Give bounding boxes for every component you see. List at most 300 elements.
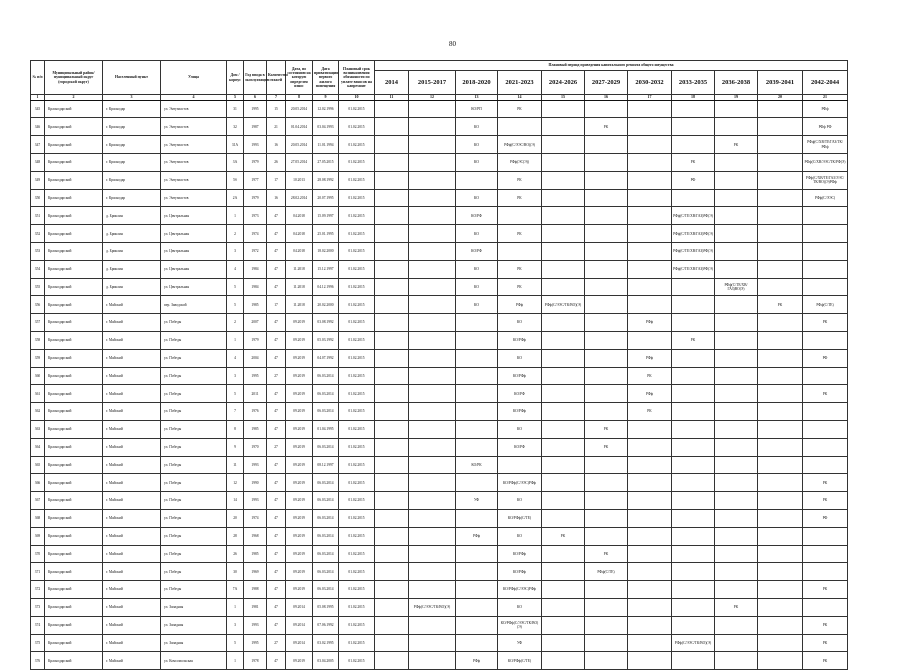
locality-cell: г. Майский: [103, 509, 161, 527]
period-cell: РФф: [628, 349, 672, 367]
payment-start-cell: 01.02.2015: [339, 509, 375, 527]
table-row: [31, 492, 848, 510]
district-cell: Краснодарский: [45, 563, 103, 581]
payment-start-cell: 01.02.2015: [339, 189, 375, 207]
row-number: 355: [31, 278, 45, 296]
street-cell: ул. Победы: [161, 563, 227, 581]
period-cell: РК: [498, 260, 542, 278]
period-cell: [375, 492, 409, 510]
privatization-date-cell: 06.03.2014: [313, 581, 339, 599]
period-cell: КО: [456, 118, 498, 136]
period-cell: РФф(С/ТЕ/ХВ/ГАЗ)РФ(Э): [672, 225, 715, 243]
period-cell: [628, 598, 672, 616]
payment-start-cell: 01.02.2015: [339, 438, 375, 456]
period-cell: [375, 581, 409, 599]
locality-cell: г. Майский: [103, 296, 161, 314]
wear-date-cell: 09.2014: [286, 598, 313, 616]
house-cell: 5: [227, 278, 244, 296]
row-number: 361: [31, 385, 45, 403]
period-cell: [409, 492, 456, 510]
year-built-cell: 1984: [244, 278, 267, 296]
table-row: [31, 634, 848, 652]
period-cell: [542, 438, 585, 456]
period-cell: [409, 367, 456, 385]
period-cell: КО: [498, 492, 542, 510]
column-number: 12: [409, 95, 456, 101]
period-cell: [803, 207, 848, 225]
column-number: 1: [31, 95, 45, 101]
period-cell: [585, 225, 628, 243]
house-cell: 5б: [227, 171, 244, 189]
wear-date-cell: 11.2018: [286, 278, 313, 296]
district-cell: Краснодарский: [45, 634, 103, 652]
table-row: [31, 474, 848, 492]
period-cell: РК: [672, 331, 715, 349]
period-cell: [803, 527, 848, 545]
year-built-cell: 1993: [244, 492, 267, 510]
period-cell: [375, 225, 409, 243]
column-number: 3: [103, 95, 161, 101]
period-cell: РК: [803, 474, 848, 492]
row-number: 360: [31, 367, 45, 385]
year-built-cell: 1985: [244, 420, 267, 438]
period-cell: [456, 616, 498, 634]
period-cell: [803, 242, 848, 260]
period-cell: [409, 296, 456, 314]
period-cell: [585, 296, 628, 314]
header-year-1: 2015-2017: [409, 71, 456, 95]
wear-date-cell: 09.2019: [286, 385, 313, 403]
period-cell: [375, 474, 409, 492]
floors-cell: 47: [267, 456, 286, 474]
period-cell: РК: [803, 314, 848, 332]
period-cell: РФф: [498, 296, 542, 314]
column-number: 5: [227, 95, 244, 101]
privatization-date-cell: 08.12.1997: [313, 456, 339, 474]
period-cell: РФ: [672, 171, 715, 189]
period-cell: [585, 527, 628, 545]
period-cell: [715, 563, 758, 581]
period-cell: УФ: [456, 492, 498, 510]
period-cell: [628, 171, 672, 189]
period-cell: [585, 136, 628, 154]
street-cell: ул. Победы: [161, 474, 227, 492]
period-cell: [409, 616, 456, 634]
period-cell: [672, 456, 715, 474]
privatization-date-cell: 07.06.1992: [313, 616, 339, 634]
table-row: [31, 314, 848, 332]
period-cell: КО/РФф: [498, 563, 542, 581]
period-cell: [375, 403, 409, 421]
period-cell: [409, 207, 456, 225]
period-cell: [672, 100, 715, 118]
district-cell: Краснодарский: [45, 136, 103, 154]
row-number: 370: [31, 545, 45, 563]
period-cell: [498, 242, 542, 260]
privatization-date-cell: 27.05.2015: [313, 153, 339, 171]
period-cell: [758, 456, 803, 474]
house-cell: 2: [227, 314, 244, 332]
floors-cell: 47: [267, 509, 286, 527]
period-cell: [715, 225, 758, 243]
district-cell: Краснодарский: [45, 509, 103, 527]
period-cell: [628, 225, 672, 243]
period-cell: [715, 171, 758, 189]
period-cell: [375, 527, 409, 545]
wear-date-cell: 04.2018: [286, 242, 313, 260]
year-built-cell: 1981: [244, 598, 267, 616]
wear-date-cell: 09.2019: [286, 403, 313, 421]
floors-cell: 47: [267, 652, 286, 670]
period-cell: [803, 260, 848, 278]
house-cell: 28: [227, 527, 244, 545]
period-cell: [375, 509, 409, 527]
period-cell: [375, 278, 409, 296]
period-cell: [715, 420, 758, 438]
period-cell: РФф: [628, 385, 672, 403]
period-cell: КО/РФ: [456, 207, 498, 225]
street-cell: ул. Центральная: [161, 278, 227, 296]
table-row: [31, 296, 848, 314]
floors-cell: 47: [267, 278, 286, 296]
district-cell: Краснодарский: [45, 331, 103, 349]
period-cell: [672, 349, 715, 367]
period-cell: [672, 527, 715, 545]
locality-cell: г. Майский: [103, 545, 161, 563]
privatization-date-cell: 06.03.2014: [313, 545, 339, 563]
year-built-cell: 1985: [244, 296, 267, 314]
locality-cell: г. Краснодар: [103, 100, 161, 118]
row-number: 369: [31, 527, 45, 545]
period-cell: [803, 367, 848, 385]
table-row: [31, 652, 848, 670]
column-number: 10: [339, 95, 375, 101]
table-body: [31, 100, 848, 670]
period-cell: [715, 652, 758, 670]
period-cell: КО: [498, 598, 542, 616]
period-cell: [409, 100, 456, 118]
period-cell: РК: [672, 153, 715, 171]
period-cell: КО/РФ: [498, 438, 542, 456]
period-cell: [409, 545, 456, 563]
period-cell: [585, 616, 628, 634]
period-cell: [585, 171, 628, 189]
period-cell: РФф(С/ТЕ/ХВ/ГАЗ)РФ(Э): [672, 207, 715, 225]
row-number: 359: [31, 349, 45, 367]
locality-cell: г. Майский: [103, 331, 161, 349]
period-cell: РФф: [456, 652, 498, 670]
table-row: [31, 527, 848, 545]
period-cell: [585, 367, 628, 385]
period-cell: КО: [498, 349, 542, 367]
period-cell: [409, 403, 456, 421]
column-number: 8: [286, 95, 313, 101]
floors-cell: 17: [267, 296, 286, 314]
header-period-title: Плановый период проведения капитального ремонта общего имущества: [375, 61, 848, 71]
period-cell: [715, 260, 758, 278]
table-row: [31, 207, 848, 225]
period-cell: [628, 153, 672, 171]
period-cell: [542, 242, 585, 260]
period-cell: [456, 171, 498, 189]
period-cell: [758, 331, 803, 349]
privatization-date-cell: 06.03.2014: [313, 509, 339, 527]
street-cell: ул. Победы: [161, 331, 227, 349]
period-cell: [758, 225, 803, 243]
period-cell: [628, 420, 672, 438]
street-cell: ул. Победы: [161, 403, 227, 421]
year-built-cell: 1988: [244, 581, 267, 599]
period-cell: [542, 545, 585, 563]
period-cell: [758, 492, 803, 510]
period-cell: РК: [498, 225, 542, 243]
payment-start-cell: 01.02.2015: [339, 278, 375, 296]
period-cell: КО/РФф(С/ТЕ): [498, 509, 542, 527]
locality-cell: д. Бриклин: [103, 278, 161, 296]
period-cell: [542, 225, 585, 243]
wear-date-cell: 27.05.2014: [286, 153, 313, 171]
period-cell: [456, 634, 498, 652]
privatization-date-cell: 12.02.1996: [313, 100, 339, 118]
district-cell: Краснодарский: [45, 367, 103, 385]
period-cell: [803, 438, 848, 456]
privatization-date-cell: 20.07.1995: [313, 189, 339, 207]
locality-cell: г. Майский: [103, 367, 161, 385]
period-cell: [628, 474, 672, 492]
period-cell: [542, 207, 585, 225]
period-cell: [803, 563, 848, 581]
privatization-date-cell: 03.04.2005: [313, 652, 339, 670]
period-cell: [672, 438, 715, 456]
floors-cell: 16: [267, 189, 286, 207]
period-cell: РФф(С/ЭЭС/ТК/ВО)(Э): [672, 634, 715, 652]
header-year-6: 2030-2032: [628, 71, 672, 95]
privatization-date-cell: 20.02.2000: [313, 296, 339, 314]
period-cell: [758, 634, 803, 652]
payment-start-cell: 01.02.2015: [339, 367, 375, 385]
wear-date-cell: 10.2013: [286, 171, 313, 189]
table-row: [31, 242, 848, 260]
floors-cell: 47: [267, 581, 286, 599]
row-number: 363: [31, 420, 45, 438]
privatization-date-cell: 03.02.1995: [313, 634, 339, 652]
period-cell: [585, 385, 628, 403]
period-cell: [375, 189, 409, 207]
period-cell: КО: [456, 153, 498, 171]
table-row: [31, 616, 848, 634]
row-number: 367: [31, 492, 45, 510]
period-cell: [715, 242, 758, 260]
period-cell: КО: [456, 136, 498, 154]
period-cell: [758, 242, 803, 260]
period-cell: КО/РФф: [498, 403, 542, 421]
period-cell: [758, 189, 803, 207]
period-cell: [803, 225, 848, 243]
floors-cell: 47: [267, 527, 286, 545]
floors-cell: 47: [267, 385, 286, 403]
period-cell: [715, 118, 758, 136]
row-number: 353: [31, 242, 45, 260]
floors-cell: 21: [267, 118, 286, 136]
year-built-cell: 1987: [244, 118, 267, 136]
period-cell: [375, 456, 409, 474]
street-cell: ул. Центральная: [161, 242, 227, 260]
table-row: [31, 367, 848, 385]
column-number: 15: [542, 95, 585, 101]
row-number: 349: [31, 171, 45, 189]
column-number: 6: [244, 95, 267, 101]
period-cell: [409, 260, 456, 278]
period-cell: [585, 492, 628, 510]
column-number: 4: [161, 95, 227, 101]
table-row: [31, 456, 848, 474]
period-cell: [375, 545, 409, 563]
period-cell: [375, 260, 409, 278]
period-cell: РФф(С/ЭЭС/ТК/ВО)(Э): [409, 598, 456, 616]
district-cell: Краснодарский: [45, 118, 103, 136]
period-cell: [628, 189, 672, 207]
floors-cell: 17: [267, 171, 286, 189]
period-cell: [409, 189, 456, 207]
house-cell: 3А: [227, 153, 244, 171]
period-cell: РК: [498, 189, 542, 207]
floors-cell: 47: [267, 420, 286, 438]
period-cell: [803, 403, 848, 421]
wear-date-cell: 04.2018: [286, 207, 313, 225]
floors-cell: 16: [267, 136, 286, 154]
row-number: 376: [31, 652, 45, 670]
locality-cell: г. Краснодар: [103, 153, 161, 171]
period-cell: [409, 420, 456, 438]
period-cell: [542, 474, 585, 492]
payment-start-cell: 01.02.2015: [339, 100, 375, 118]
period-cell: [585, 153, 628, 171]
period-cell: [758, 563, 803, 581]
period-cell: [672, 652, 715, 670]
payment-start-cell: 01.02.2015: [339, 225, 375, 243]
period-cell: [409, 331, 456, 349]
period-cell: [542, 314, 585, 332]
row-number: 373: [31, 598, 45, 616]
year-built-cell: 1995: [244, 367, 267, 385]
period-cell: [585, 581, 628, 599]
column-number: 9: [313, 95, 339, 101]
payment-start-cell: 01.02.2015: [339, 545, 375, 563]
wear-date-cell: 09.2019: [286, 331, 313, 349]
table-row: [31, 118, 848, 136]
period-cell: [375, 420, 409, 438]
period-cell: КО/РФф(С/ТЕ): [498, 652, 542, 670]
period-cell: КО: [498, 420, 542, 438]
period-cell: [758, 527, 803, 545]
period-cell: [542, 118, 585, 136]
house-cell: 14: [227, 492, 244, 510]
wear-date-cell: 04.2018: [286, 225, 313, 243]
house-cell: 5: [227, 634, 244, 652]
period-cell: [585, 403, 628, 421]
period-cell: [628, 100, 672, 118]
period-cell: [375, 385, 409, 403]
privatization-date-cell: 04.07.1992: [313, 349, 339, 367]
floors-cell: 47: [267, 545, 286, 563]
period-cell: [409, 563, 456, 581]
table-row: [31, 563, 848, 581]
period-cell: КО/РФф: [498, 331, 542, 349]
period-cell: [758, 118, 803, 136]
house-cell: 1: [227, 652, 244, 670]
table-row: [31, 598, 848, 616]
period-cell: [375, 331, 409, 349]
period-cell: [498, 456, 542, 474]
floors-cell: 47: [267, 492, 286, 510]
period-cell: [498, 207, 542, 225]
period-cell: РК: [715, 136, 758, 154]
period-cell: КО/РФф: [498, 545, 542, 563]
period-cell: [456, 420, 498, 438]
wear-date-cell: 09.2019: [286, 652, 313, 670]
header-year-7: 2033-2035: [672, 71, 715, 95]
house-cell: 2А: [227, 189, 244, 207]
period-cell: [456, 385, 498, 403]
floors-cell: 27: [267, 367, 286, 385]
period-cell: КО: [456, 225, 498, 243]
period-cell: [758, 545, 803, 563]
period-cell: РК: [585, 420, 628, 438]
period-cell: [715, 296, 758, 314]
house-cell: 26: [227, 545, 244, 563]
year-built-cell: 1995: [244, 634, 267, 652]
period-cell: [585, 349, 628, 367]
page-number: 80: [449, 40, 456, 48]
header-col-wear-date: Дата, по состоянию на которую определен износ: [286, 61, 313, 95]
period-cell: [758, 260, 803, 278]
period-cell: КО: [498, 527, 542, 545]
district-cell: Краснодарский: [45, 349, 103, 367]
period-cell: [672, 563, 715, 581]
period-cell: РК: [498, 100, 542, 118]
header-col-street: Улица: [161, 61, 227, 95]
period-cell: [542, 136, 585, 154]
period-cell: [375, 118, 409, 136]
period-cell: [628, 563, 672, 581]
locality-cell: г. Майский: [103, 581, 161, 599]
wear-date-cell: 11.2018: [286, 260, 313, 278]
district-cell: Краснодарский: [45, 153, 103, 171]
payment-start-cell: 01.02.2015: [339, 118, 375, 136]
period-cell: [715, 509, 758, 527]
district-cell: Краснодарский: [45, 225, 103, 243]
district-cell: Краснодарский: [45, 278, 103, 296]
payment-start-cell: 01.02.2015: [339, 153, 375, 171]
locality-cell: г. Краснодар: [103, 171, 161, 189]
period-cell: [672, 278, 715, 296]
period-cell: [715, 527, 758, 545]
period-cell: [715, 385, 758, 403]
floors-cell: 47: [267, 349, 286, 367]
period-cell: [758, 616, 803, 634]
period-cell: [758, 349, 803, 367]
district-cell: Краснодарский: [45, 492, 103, 510]
house-cell: 31: [227, 100, 244, 118]
period-cell: [672, 616, 715, 634]
period-cell: [715, 349, 758, 367]
period-cell: [715, 545, 758, 563]
row-number: 347: [31, 136, 45, 154]
period-cell: [409, 474, 456, 492]
period-cell: [628, 438, 672, 456]
period-cell: [758, 367, 803, 385]
period-cell: [409, 438, 456, 456]
